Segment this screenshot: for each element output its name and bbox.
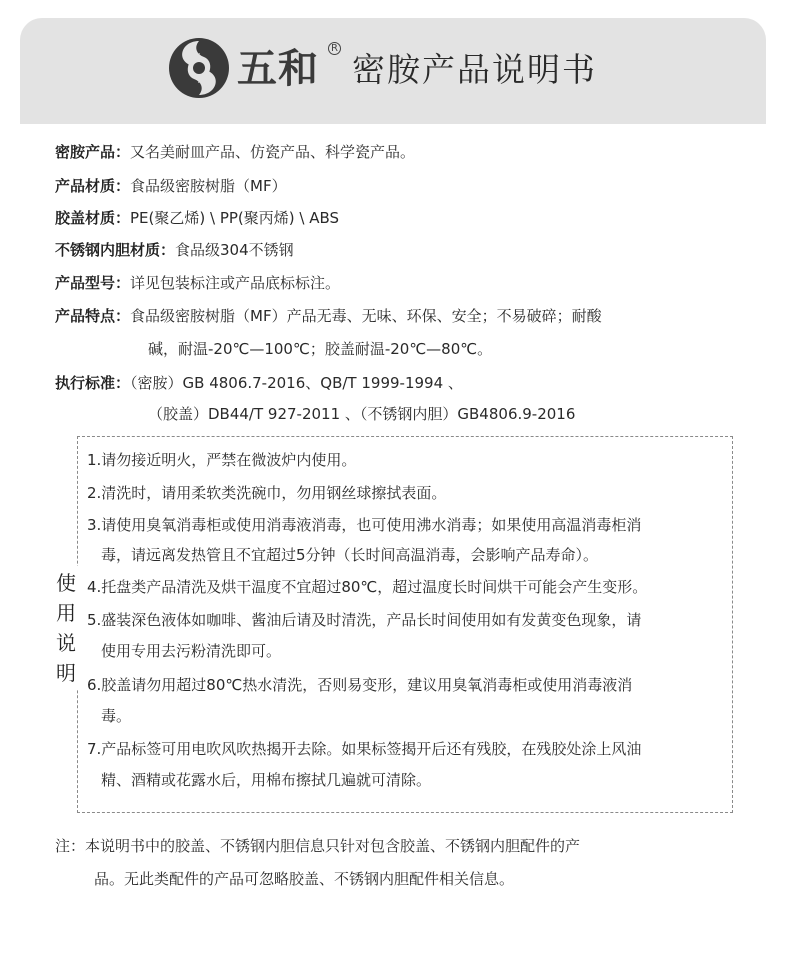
usage-line: 精、酒精或花露水后，用棉布擦拭几遍就可清除。 bbox=[101, 771, 432, 789]
spec-continuation: 碱，耐温-20℃—100℃；胶盖耐温-20℃—80℃。 bbox=[148, 340, 493, 358]
spec-label: 产品特点： bbox=[55, 307, 131, 325]
usage-label-char: 用 bbox=[56, 601, 76, 625]
spec-value: 详见包装标注或产品底标标注。 bbox=[130, 274, 341, 292]
usage-line: 2.清洗时，请用柔软类洗碗巾，勿用钢丝球擦拭表面。 bbox=[87, 484, 447, 502]
spec-line-standards bbox=[55, 373, 463, 393]
spec-label: 密胺产品： bbox=[55, 143, 131, 161]
usage-line: 7.产品标签可用电吹风吹热揭开去除。如果标签揭开后还有残胶，在残胶处涂上风油 bbox=[87, 740, 642, 758]
spec-label: 不锈钢内胆材质： bbox=[55, 241, 176, 259]
usage-line: 毒。 bbox=[101, 707, 132, 725]
usage-line: 5.盛装深色液体如咖啡、酱油后请及时清洗，产品长时间使用如有发黄变色现象，请 bbox=[87, 611, 642, 629]
usage-section-label bbox=[52, 566, 80, 690]
usage-label-char: 说 bbox=[56, 631, 76, 655]
spec-value: 食品级密胺树脂（MF） bbox=[130, 177, 287, 195]
footnote-line: 注：本说明书中的胶盖、不锈钢内胆信息只针对包含胶盖、不锈钢内胆配件的产 bbox=[55, 837, 581, 855]
spec-value: 食品级密胺树脂（MF）产品无毒、无味、环保、安全；不易破碎；耐酸 bbox=[130, 307, 602, 325]
footnote-line: 品。无此类配件的产品可忽略胶盖、不锈钢内胆配件相关信息。 bbox=[94, 870, 515, 888]
usage-line: 4.托盘类产品清洗及烘干温度不宜超过80℃，超过温度长时间烘干可能会产生变形。 bbox=[87, 578, 648, 596]
usage-line: 3.请使用臭氧消毒柜或使用消毒液消毒，也可使用沸水消毒；如果使用高温消毒柜消 bbox=[87, 516, 642, 534]
spec-label: 产品材质： bbox=[55, 177, 131, 195]
registered-mark: R bbox=[328, 42, 341, 55]
spec-value: 又名美耐皿产品、仿瓷产品、科学瓷产品。 bbox=[130, 143, 416, 161]
spec-line-lid-material bbox=[55, 208, 339, 228]
spec-line-model bbox=[55, 273, 340, 293]
spec-label: 胶盖材质： bbox=[55, 209, 131, 227]
usage-label-char: 明 bbox=[56, 661, 76, 685]
spec-value: 食品级304不锈钢 bbox=[175, 241, 294, 259]
page-title: 密胺产品说明书 bbox=[352, 50, 597, 89]
usage-line: 1.请勿接近明火，严禁在微波炉内使用。 bbox=[87, 451, 357, 469]
spec-line-features bbox=[55, 306, 602, 326]
spec-label: 执行标准： bbox=[55, 374, 131, 392]
brand-name: 五和 bbox=[237, 46, 319, 92]
usage-line: 毒，请远离发热管且不宜超过5分钟（长时间高温消毒，会影响产品寿命）。 bbox=[101, 546, 599, 564]
spec-line-steel-liner bbox=[55, 240, 294, 260]
spec-label: 产品型号： bbox=[55, 274, 131, 292]
spec-value: （密胺）GB 4806.7-2016、QB/T 1999-1994 、 bbox=[130, 374, 463, 392]
usage-line: 6.胶盖请勿用超过80℃热水清洗，否则易变形，建议用臭氧消毒柜或使用消毒液消 bbox=[87, 676, 633, 694]
usage-line: 使用专用去污粉清洗即可。 bbox=[101, 642, 282, 660]
spec-line-melamine bbox=[55, 142, 415, 162]
spec-continuation: （胶盖）DB44/T 927-2011 、（不锈钢内胆）GB4806.9-2016 bbox=[148, 405, 576, 423]
spec-line-material bbox=[55, 176, 287, 196]
usage-label-char: 使 bbox=[56, 571, 76, 595]
swirl-logo-icon bbox=[168, 37, 230, 99]
spec-value: PE(聚乙烯) \ PP(聚丙烯) \ ABS bbox=[130, 209, 340, 227]
